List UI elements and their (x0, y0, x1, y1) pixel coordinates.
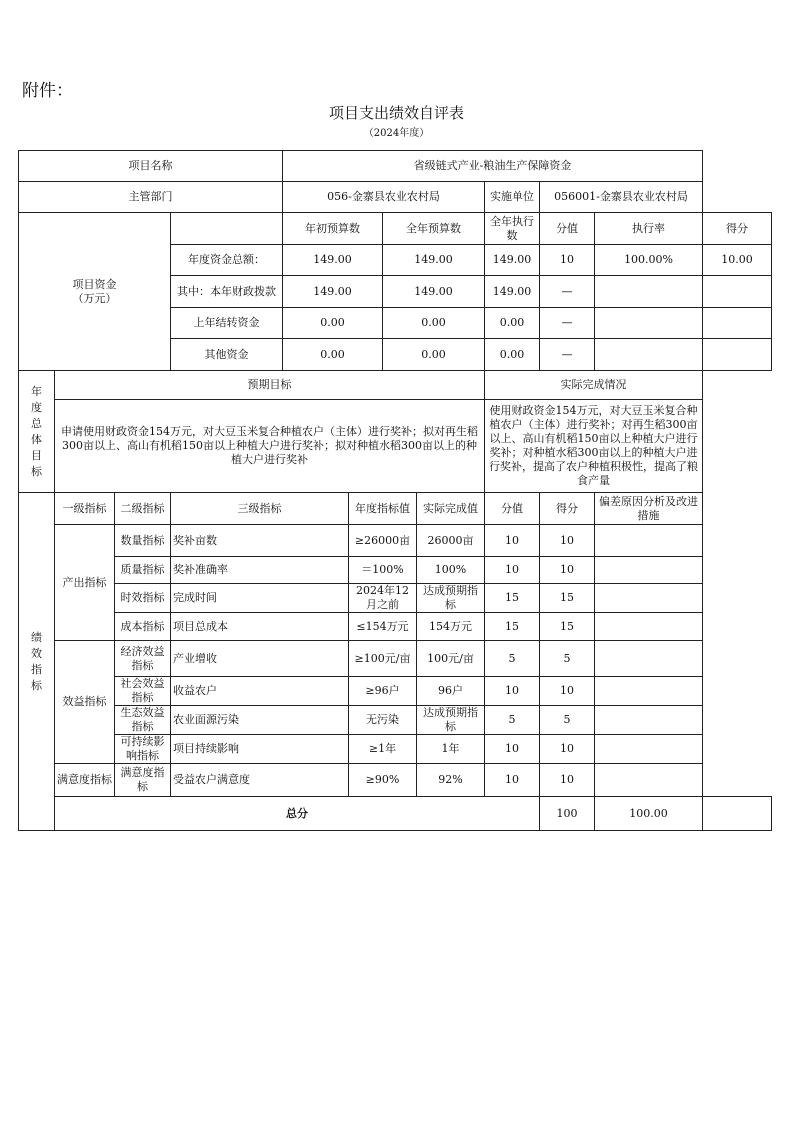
funds-header-rate: 执行率 (595, 213, 703, 245)
funds-executed: 0.00 (485, 308, 540, 339)
perf-weight: 5 (485, 641, 540, 677)
funds-weight: 10 (540, 245, 595, 276)
perf-group-satisfaction: 满意度指标 (55, 764, 115, 797)
impl-label: 实施单位 (485, 182, 540, 213)
perf-actual: 92% (417, 764, 485, 797)
perf-deviation (595, 641, 703, 677)
perf-header-l3: 三级指标 (171, 493, 349, 525)
perf-l2: 满意度指标 (115, 764, 171, 797)
perf-score: 5 (540, 706, 595, 735)
funds-rate (595, 308, 703, 339)
perf-l2: 可持续影响指标 (115, 735, 171, 764)
project-name-label: 项目名称 (19, 151, 283, 182)
funds-weight: — (540, 308, 595, 339)
perf-weight: 10 (485, 677, 540, 706)
perf-deviation (595, 613, 703, 641)
self-evaluation-table (18, 150, 772, 831)
perf-l2: 时效指标 (115, 584, 171, 613)
funds-header-executed: 全年执行数 (485, 213, 540, 245)
perf-row (19, 706, 772, 735)
perf-weight: 15 (485, 584, 540, 613)
funds-annual: 0.00 (383, 308, 485, 339)
impl-value: 056001-金寨县农业农村局 (540, 182, 703, 213)
funds-score (703, 276, 772, 308)
perf-header-score: 得分 (540, 493, 595, 525)
perf-score: 10 (540, 557, 595, 584)
funds-header-annual: 全年预算数 (383, 213, 485, 245)
perf-weight: 10 (485, 525, 540, 557)
funds-header-blank (171, 213, 283, 245)
funds-score: 10.00 (703, 245, 772, 276)
funds-row-label: 其他资金 (171, 339, 283, 371)
perf-l3: 奖补准确率 (171, 557, 349, 584)
perf-actual: 达成预期指标 (417, 584, 485, 613)
perf-actual: 100% (417, 557, 485, 584)
perf-score: 15 (540, 613, 595, 641)
perf-row (19, 613, 772, 641)
perf-score: 10 (540, 525, 595, 557)
row-perf-header (19, 493, 772, 525)
perf-l3: 项目持续影响 (171, 735, 349, 764)
perf-score: 10 (540, 677, 595, 706)
goals-actual-text: 使用财政资金154万元，对大豆玉米复合种植农户（主体）进行奖补；对再生稻300亩以上、高山有机稻150亩以上种植大户进行奖补；对种植水稻300亩以上的种植大户进行奖补，提高了农户种植积极性，提高了粮食产量 (485, 400, 703, 493)
row-goals-content (19, 400, 772, 493)
perf-actual: 1年 (417, 735, 485, 764)
attachment-label: 附件： (22, 81, 73, 101)
funds-initial: 149.00 (283, 245, 383, 276)
perf-l2: 社会效益指标 (115, 677, 171, 706)
perf-deviation (595, 557, 703, 584)
goals-label: 年度总体目标 (19, 371, 55, 493)
perf-row (19, 677, 772, 706)
funds-initial: 0.00 (283, 308, 383, 339)
perf-group-benefit: 效益指标 (55, 641, 115, 764)
goals-actual-header: 实际完成情况 (485, 371, 703, 400)
perf-header-l1: 一级指标 (55, 493, 115, 525)
goals-expected-header: 预期目标 (55, 371, 485, 400)
perf-target: ≤154万元 (349, 613, 417, 641)
perf-score: 10 (540, 764, 595, 797)
project-name-value: 省级链式产业-粮油生产保障资金 (283, 151, 703, 182)
row-total (19, 797, 772, 831)
funds-row-label: 其中：本年财政拨款 (171, 276, 283, 308)
funds-weight: — (540, 339, 595, 371)
funds-row-label: 年度资金总额： (171, 245, 283, 276)
perf-l2: 数量指标 (115, 525, 171, 557)
perf-score: 10 (540, 735, 595, 764)
perf-row (19, 557, 772, 584)
perf-deviation (595, 584, 703, 613)
perf-target: 无污染 (349, 706, 417, 735)
funds-label-line1: 项目资金 (72, 277, 117, 291)
funds-executed: 0.00 (485, 339, 540, 371)
perf-row (19, 641, 772, 677)
perf-score: 15 (540, 584, 595, 613)
row-project-name (19, 151, 772, 182)
perf-l2: 成本指标 (115, 613, 171, 641)
perf-l3: 项目总成本 (171, 613, 349, 641)
funds-rate (595, 276, 703, 308)
funds-header-weight: 分值 (540, 213, 595, 245)
perf-deviation (595, 677, 703, 706)
funds-label (19, 213, 171, 371)
perf-row (19, 584, 772, 613)
perf-l2: 经济效益指标 (115, 641, 171, 677)
perf-weight: 5 (485, 706, 540, 735)
dept-value: 056-金寨县农业农村局 (283, 182, 485, 213)
perf-deviation (595, 735, 703, 764)
funds-annual: 0.00 (383, 339, 485, 371)
perf-row (19, 764, 772, 797)
row-goals-header (19, 371, 772, 400)
perf-target: ＝100% (349, 557, 417, 584)
perf-row (19, 735, 772, 764)
page-title: 项目支出绩效自评表 (328, 104, 464, 122)
perf-actual: 154万元 (417, 613, 485, 641)
perf-weight: 15 (485, 613, 540, 641)
row-department (19, 182, 772, 213)
perf-l3: 收益农户 (171, 677, 349, 706)
total-score: 100.00 (595, 797, 703, 831)
perf-header-actual: 实际完成值 (417, 493, 485, 525)
perf-target: ≥96户 (349, 677, 417, 706)
perf-header-l2: 二级指标 (115, 493, 171, 525)
perf-target: ≥90% (349, 764, 417, 797)
perf-actual: 26000亩 (417, 525, 485, 557)
perf-weight: 10 (485, 735, 540, 764)
funds-rate (595, 339, 703, 371)
perf-deviation (595, 525, 703, 557)
funds-initial: 149.00 (283, 276, 383, 308)
perf-l3: 农业面源污染 (171, 706, 349, 735)
funds-executed: 149.00 (485, 245, 540, 276)
funds-weight: — (540, 276, 595, 308)
perf-l3: 受益农户满意度 (171, 764, 349, 797)
perf-l3: 奖补亩数 (171, 525, 349, 557)
total-weight: 100 (540, 797, 595, 831)
year-label: （2024年度） (363, 128, 430, 139)
funds-header-score: 得分 (703, 213, 772, 245)
perf-target: ≥1年 (349, 735, 417, 764)
funds-executed: 149.00 (485, 276, 540, 308)
row-funds-header (19, 213, 772, 245)
perf-weight: 10 (485, 557, 540, 584)
goals-expected-text: 申请使用财政资金154万元，对大豆玉米复合种植农户（主体）进行奖补；拟对再生稻300亩以上、高山有机稻150亩以上种植大户进行奖补；拟对种植水稻300亩以上的种植大户进行奖补 (55, 400, 485, 493)
perf-row (19, 525, 772, 557)
perf-group-output: 产出指标 (55, 525, 115, 641)
funds-header-initial: 年初预算数 (283, 213, 383, 245)
dept-label: 主管部门 (19, 182, 283, 213)
funds-label-line2: （万元） (72, 291, 117, 305)
perf-header-weight: 分值 (485, 493, 540, 525)
perf-deviation (595, 706, 703, 735)
perf-l3: 完成时间 (171, 584, 349, 613)
perf-target: 2024年12月之前 (349, 584, 417, 613)
perf-header-target: 年度指标值 (349, 493, 417, 525)
funds-score (703, 339, 772, 371)
performance-label: 绩效指标 (19, 493, 55, 831)
funds-score (703, 308, 772, 339)
perf-target: ≥100元/亩 (349, 641, 417, 677)
perf-score: 5 (540, 641, 595, 677)
perf-actual: 100元/亩 (417, 641, 485, 677)
funds-annual: 149.00 (383, 276, 485, 308)
funds-row-label: 上年结转资金 (171, 308, 283, 339)
perf-actual: 96户 (417, 677, 485, 706)
perf-l3: 产业增收 (171, 641, 349, 677)
perf-l2: 质量指标 (115, 557, 171, 584)
funds-rate: 100.00% (595, 245, 703, 276)
perf-weight: 10 (485, 764, 540, 797)
total-label: 总分 (55, 797, 540, 831)
perf-target: ≥26000亩 (349, 525, 417, 557)
perf-actual: 达成预期指标 (417, 706, 485, 735)
perf-header-deviation: 偏差原因分析及改进措施 (595, 493, 703, 525)
total-deviation (703, 797, 772, 831)
funds-initial: 0.00 (283, 339, 383, 371)
perf-deviation (595, 764, 703, 797)
perf-l2: 生态效益指标 (115, 706, 171, 735)
funds-annual: 149.00 (383, 245, 485, 276)
